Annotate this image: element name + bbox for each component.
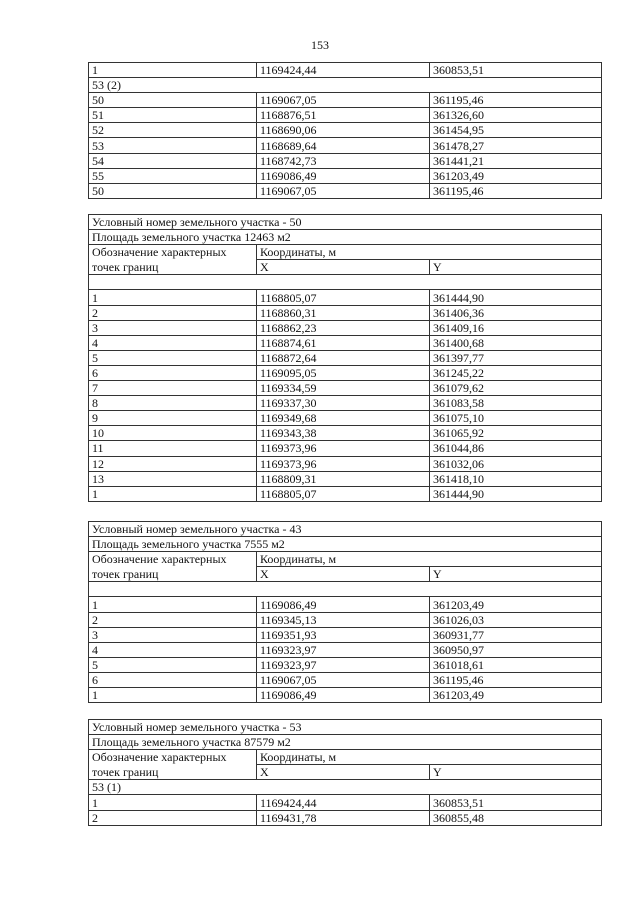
x-coordinate: 1169424,44 (257, 63, 430, 78)
y-coordinate: 361195,46 (430, 93, 602, 108)
table-row (89, 335, 602, 350)
point-number: 3 (89, 320, 257, 335)
x-coordinate: 1169424,44 (257, 795, 430, 810)
plot-area: Площадь земельного участка 12463 м2 (89, 230, 602, 245)
x-coordinate: 1169345,13 (257, 612, 430, 627)
point-number: 51 (89, 108, 257, 123)
y-coordinate: 361406,36 (430, 305, 602, 320)
x-coordinate: 1169086,49 (257, 168, 430, 183)
x-coordinate: 1169086,49 (257, 688, 430, 703)
plot-area: Площадь земельного участка 7555 м2 (89, 537, 602, 552)
plot-title-row (89, 215, 602, 230)
y-coordinate: 360931,77 (430, 627, 602, 642)
table-row (89, 612, 602, 627)
y-coordinate: 361044,86 (430, 441, 602, 456)
y-coordinate: 361195,46 (430, 183, 602, 198)
y-coordinate: 361032,06 (430, 456, 602, 471)
table-row (89, 672, 602, 687)
x-coordinate: 1169067,05 (257, 93, 430, 108)
y-coordinate: 361400,68 (430, 335, 602, 350)
x-coordinate: 1168805,07 (257, 486, 430, 501)
coordinates-table-continued (88, 62, 602, 199)
y-header: Y (430, 260, 602, 275)
y-coordinate: 361026,03 (430, 612, 602, 627)
x-coordinate: 1169067,05 (257, 183, 430, 198)
table-row (89, 153, 602, 168)
x-coordinate: 1169334,59 (257, 381, 430, 396)
header-row (89, 765, 602, 780)
y-coordinate: 360853,51 (430, 795, 602, 810)
table-row (89, 350, 602, 365)
y-header: Y (430, 765, 602, 780)
point-number: 1 (89, 63, 257, 78)
x-coordinate: 1169323,97 (257, 642, 430, 657)
point-number: 4 (89, 642, 257, 657)
x-coordinate: 1168690,06 (257, 123, 430, 138)
table-row (89, 441, 602, 456)
y-coordinate: 361397,77 (430, 350, 602, 365)
table-row (89, 290, 602, 305)
points-header-line-1: Обозначение характерных (89, 552, 257, 567)
point-number: 1 (89, 290, 257, 305)
table-row (89, 642, 602, 657)
plot-title-row (89, 720, 602, 735)
point-number: 1 (89, 486, 257, 501)
point-number: 4 (89, 335, 257, 350)
point-number: 1 (89, 688, 257, 703)
table-row (89, 138, 602, 153)
point-number: 1 (89, 795, 257, 810)
plot-43-coordinates-table (88, 521, 602, 703)
point-number: 5 (89, 350, 257, 365)
points-header-line-1: Обозначение характерных (89, 750, 257, 765)
table-row (89, 365, 602, 380)
y-coordinate: 361083,58 (430, 396, 602, 411)
point-number: 55 (89, 168, 257, 183)
section-row (89, 78, 602, 93)
y-coordinate: 361203,49 (430, 688, 602, 703)
points-header-line-2: точек границ (89, 260, 257, 275)
point-number: 6 (89, 365, 257, 380)
y-coordinate: 361075,10 (430, 411, 602, 426)
points-header-line-2: точек границ (89, 567, 257, 582)
plot-title-row (89, 522, 602, 537)
header-row (89, 245, 602, 260)
table-row (89, 471, 602, 486)
point-number: 52 (89, 123, 257, 138)
x-coordinate: 1169337,30 (257, 396, 430, 411)
y-coordinate: 361203,49 (430, 168, 602, 183)
empty-row (89, 275, 602, 290)
point-number: 2 (89, 810, 257, 825)
plot-50-coordinates-table (88, 214, 602, 502)
x-coordinate: 1169351,93 (257, 627, 430, 642)
header-row (89, 567, 602, 582)
point-number: 53 (89, 138, 257, 153)
x-coordinate: 1169323,97 (257, 657, 430, 672)
y-coordinate: 361441,21 (430, 153, 602, 168)
page-number: 153 (311, 38, 329, 52)
y-coordinate: 361195,46 (430, 672, 602, 687)
x-coordinate: 1168689,64 (257, 138, 430, 153)
x-header: X (257, 765, 430, 780)
table-row (89, 426, 602, 441)
header-row (89, 552, 602, 567)
point-number: 6 (89, 672, 257, 687)
point-number: 10 (89, 426, 257, 441)
y-coordinate: 361065,92 (430, 426, 602, 441)
plot-area-row (89, 230, 602, 245)
table-row (89, 123, 602, 138)
section-label: 53 (1) (89, 780, 602, 795)
y-header: Y (430, 567, 602, 582)
point-number: 9 (89, 411, 257, 426)
table-row (89, 305, 602, 320)
table-row (89, 411, 602, 426)
point-number: 54 (89, 153, 257, 168)
x-coordinate: 1169373,96 (257, 441, 430, 456)
point-number: 13 (89, 471, 257, 486)
empty-cell (89, 582, 602, 597)
x-coordinate: 1169343,38 (257, 426, 430, 441)
section-label: 53 (2) (89, 78, 602, 93)
point-number: 50 (89, 93, 257, 108)
point-number: 2 (89, 612, 257, 627)
section-row (89, 780, 602, 795)
x-coordinate: 1169095,05 (257, 365, 430, 380)
point-number: 1 (89, 597, 257, 612)
table-row (89, 93, 602, 108)
table-row (89, 456, 602, 471)
table-row (89, 108, 602, 123)
y-coordinate: 361418,10 (430, 471, 602, 486)
plot-title: Условный номер земельного участка - 53 (89, 720, 602, 735)
table-row (89, 627, 602, 642)
point-number: 7 (89, 381, 257, 396)
point-number: 11 (89, 441, 257, 456)
y-coordinate: 361454,95 (430, 123, 602, 138)
y-coordinate: 360855,48 (430, 810, 602, 825)
plot-title: Условный номер земельного участка - 43 (89, 522, 602, 537)
table-row (89, 63, 602, 78)
table-row (89, 795, 602, 810)
table-row (89, 320, 602, 335)
table-row (89, 657, 602, 672)
point-number: 5 (89, 657, 257, 672)
x-coordinate: 1168874,61 (257, 335, 430, 350)
y-coordinate: 361409,16 (430, 320, 602, 335)
table-row (89, 381, 602, 396)
y-coordinate: 360853,51 (430, 63, 602, 78)
x-coordinate: 1168876,51 (257, 108, 430, 123)
point-number: 2 (89, 305, 257, 320)
plot-title: Условный номер земельного участка - 50 (89, 215, 602, 230)
x-coordinate: 1169067,05 (257, 672, 430, 687)
empty-cell (89, 275, 602, 290)
table-row (89, 486, 602, 501)
table-row (89, 168, 602, 183)
x-header: X (257, 567, 430, 582)
x-coordinate: 1168805,07 (257, 290, 430, 305)
point-number: 3 (89, 627, 257, 642)
table-row (89, 396, 602, 411)
table-row (89, 183, 602, 198)
plot-area-row (89, 735, 602, 750)
x-coordinate: 1168872,64 (257, 350, 430, 365)
y-coordinate: 361203,49 (430, 597, 602, 612)
x-coordinate: 1169431,78 (257, 810, 430, 825)
y-coordinate: 361326,60 (430, 108, 602, 123)
y-coordinate: 360950,97 (430, 642, 602, 657)
plot-area-row (89, 537, 602, 552)
y-coordinate: 361245,22 (430, 365, 602, 380)
table-row (89, 688, 602, 703)
point-number: 8 (89, 396, 257, 411)
empty-row (89, 582, 602, 597)
x-coordinate: 1169349,68 (257, 411, 430, 426)
y-coordinate: 361018,61 (430, 657, 602, 672)
points-header-line-1: Обозначение характерных (89, 245, 257, 260)
table-row (89, 597, 602, 612)
x-coordinate: 1169373,96 (257, 456, 430, 471)
x-coordinate: 1168742,73 (257, 153, 430, 168)
y-coordinate: 361079,62 (430, 381, 602, 396)
plot-53-coordinates-table (88, 719, 602, 826)
x-coordinate: 1168862,23 (257, 320, 430, 335)
table-row (89, 810, 602, 825)
coordinates-header: Координаты, м (257, 552, 602, 567)
point-number: 12 (89, 456, 257, 471)
x-coordinate: 1169086,49 (257, 597, 430, 612)
header-row (89, 750, 602, 765)
x-coordinate: 1168809,31 (257, 471, 430, 486)
y-coordinate: 361444,90 (430, 290, 602, 305)
coordinates-header: Координаты, м (257, 245, 602, 260)
x-header: X (257, 260, 430, 275)
x-coordinate: 1168860,31 (257, 305, 430, 320)
header-row (89, 260, 602, 275)
points-header-line-2: точек границ (89, 765, 257, 780)
y-coordinate: 361478,27 (430, 138, 602, 153)
plot-area: Площадь земельного участка 87579 м2 (89, 735, 602, 750)
y-coordinate: 361444,90 (430, 486, 602, 501)
point-number: 50 (89, 183, 257, 198)
coordinates-header: Координаты, м (257, 750, 602, 765)
